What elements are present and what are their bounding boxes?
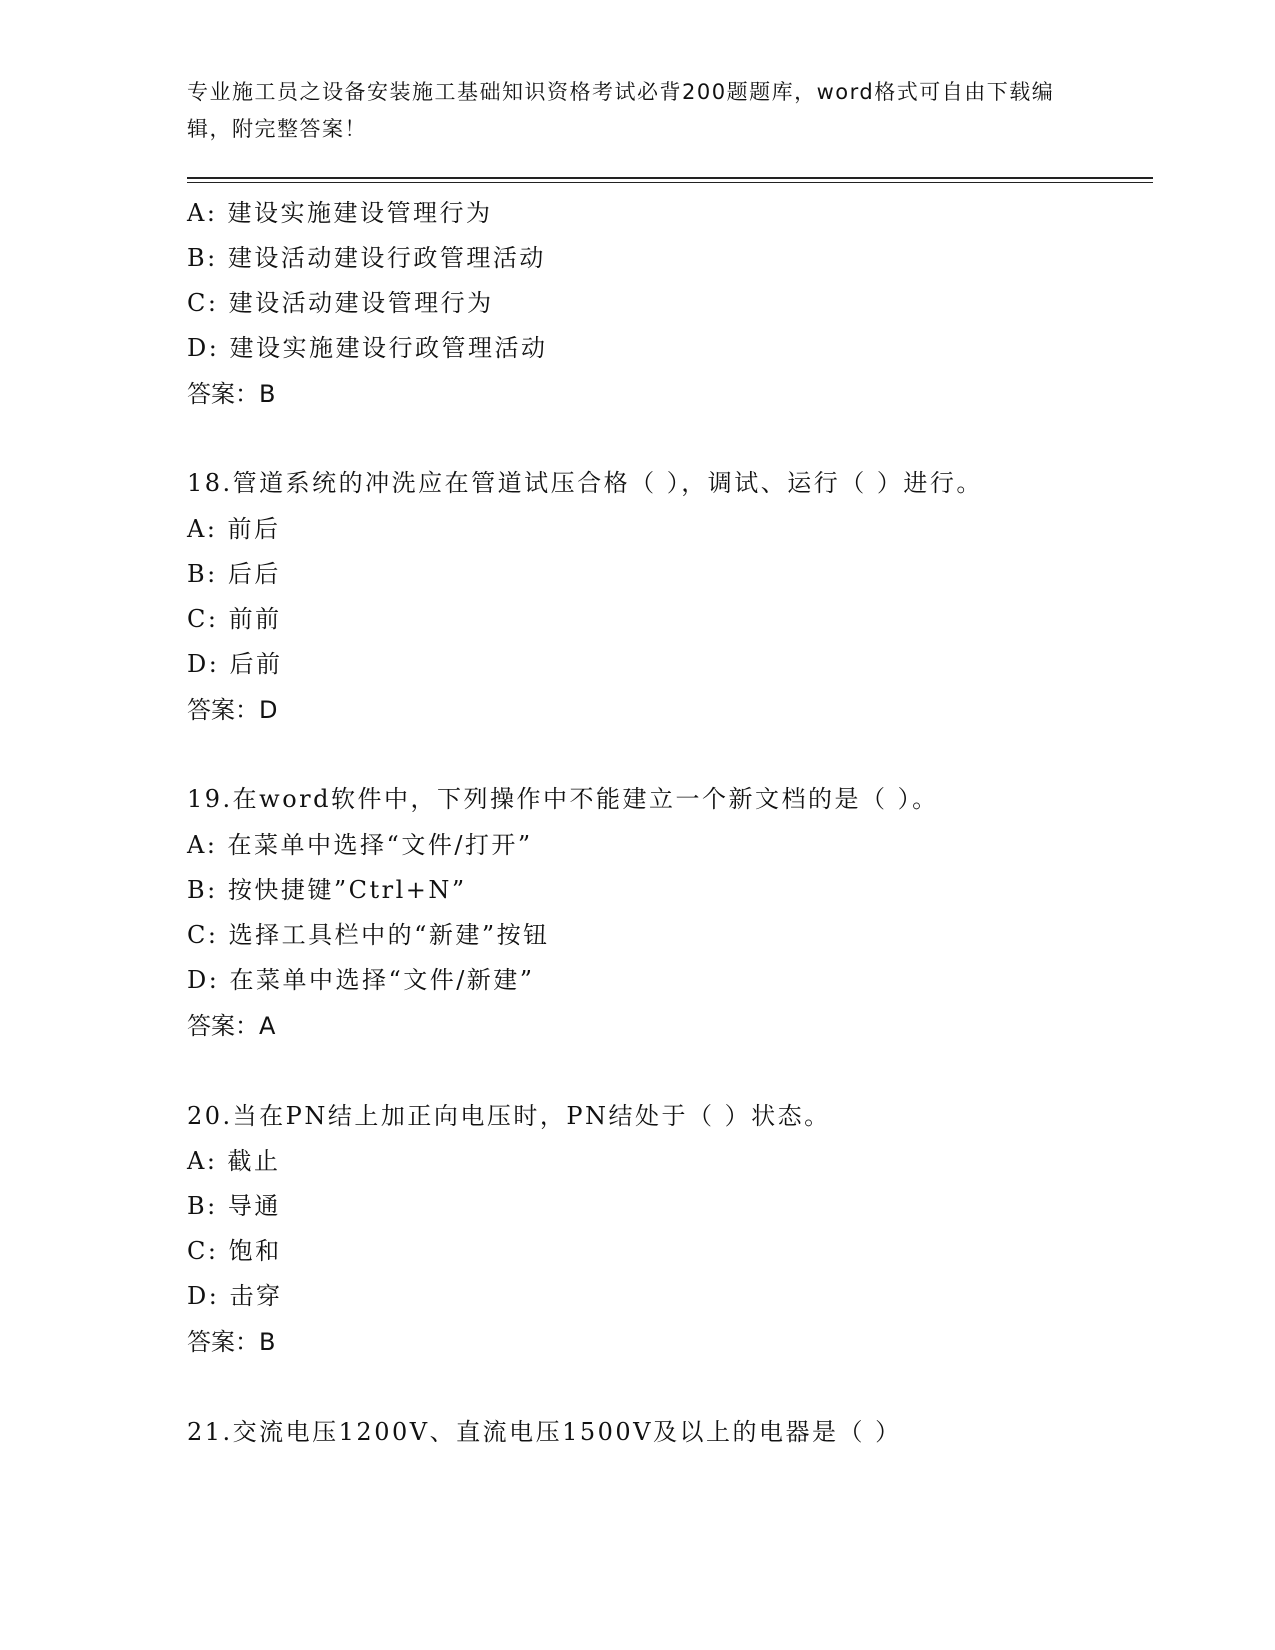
q19-answer: 答案：A (187, 1012, 276, 1040)
q18-question: 18.管道系统的冲洗应在管道试压合格（ ），调试、运行（ ）进行。 (187, 469, 983, 497)
q20-option-c: C: 饱和 (187, 1237, 282, 1265)
q19-option-b: B: 按快捷键”Ctrl+N” (187, 876, 467, 904)
q17-option-a: A: 建设实施建设管理行为 (187, 199, 493, 227)
q17-answer: 答案：B (187, 380, 276, 408)
q18-option-d: D: 后前 (187, 650, 283, 678)
q19-option-c: C: 选择工具栏中的“新建”按钮 (187, 921, 550, 949)
q21-question: 21.交流电压1200V、直流电压1500V及以上的电器是（ ） (187, 1418, 902, 1446)
q20-option-a: A: 截止 (187, 1147, 281, 1175)
q20-answer: 答案：B (187, 1328, 276, 1356)
q19-option-d: D: 在菜单中选择“文件/新建” (187, 966, 535, 994)
q18-option-b: B: 后后 (187, 560, 281, 588)
q17-option-b: B: 建设活动建设行政管理活动 (187, 244, 546, 272)
q19-question: 19.在word软件中，下列操作中不能建立一个新文档的是（ ）。 (187, 785, 939, 813)
q19-option-a: A: 在菜单中选择“文件/打开” (187, 831, 533, 859)
header-divider-thin (187, 182, 1153, 183)
q20-option-b: B: 导通 (187, 1192, 281, 1220)
q20-option-d: D: 击穿 (187, 1282, 283, 1310)
header-divider (187, 177, 1153, 179)
q18-answer: 答案：D (187, 696, 278, 724)
q20-question: 20.当在PN结上加正向电压时，PN结处于（ ）状态。 (187, 1102, 831, 1130)
q17-option-c: C: 建设活动建设管理行为 (187, 289, 494, 317)
q18-option-c: C: 前前 (187, 605, 282, 633)
q18-option-a: A: 前后 (187, 515, 281, 543)
document-header: 专业施工员之设备安装施工基础知识资格考试必背200题题库，word格式可自由下载编辑，附完整答案！ (187, 80, 1055, 141)
q17-option-d: D: 建设实施建设行政管理活动 (187, 334, 548, 362)
